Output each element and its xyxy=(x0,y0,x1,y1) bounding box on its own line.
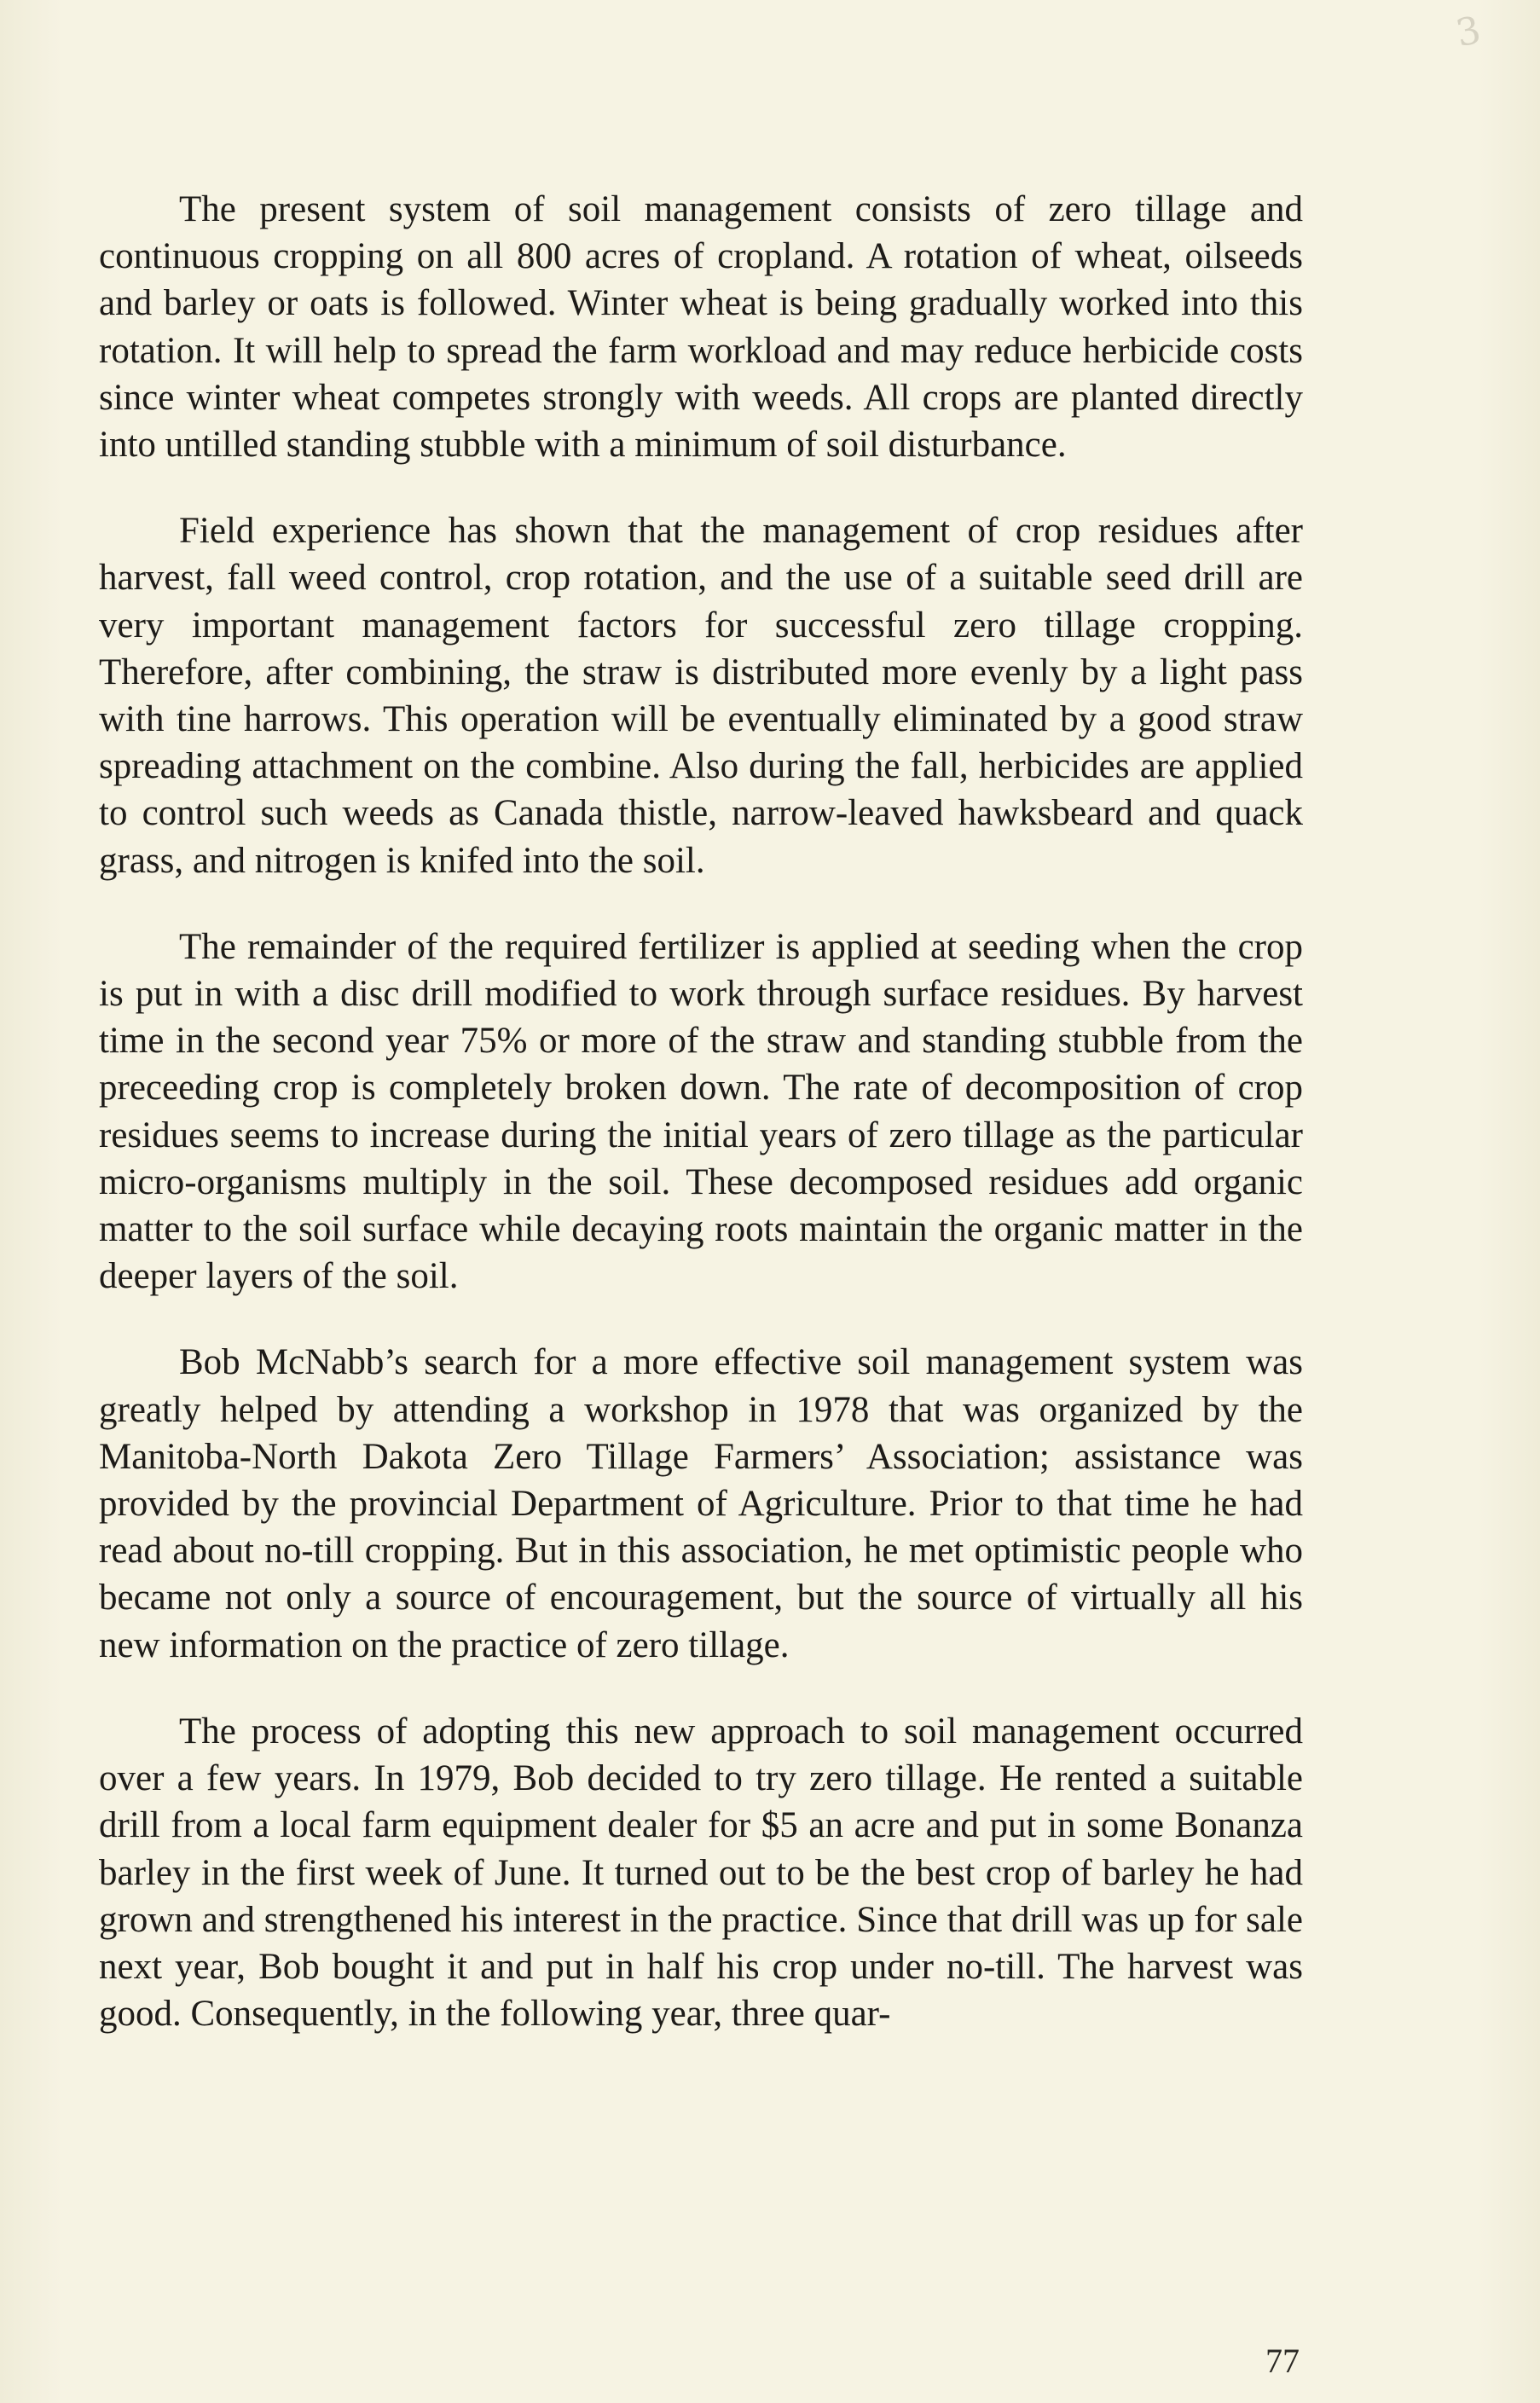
pencil-mark: 3 xyxy=(1452,8,1485,56)
paragraph-adoption-process: The process of adopting this new approach to soil management occurred over a few years. In 1979, Bob decided to try zero tillage. He rented a suitable drill from a local farm equipment dealer for $5 an acre and put in some Bonanza barley in the first week of June. It turned out to be the best crop of barley he had grown and strengthened his interest in the practice. Since that drill was up for sale next year, Bob bought it and put in half his crop under no-till. The harvest was good. Consequently, in the following year, three quar- xyxy=(99,1711,1303,2035)
body-text xyxy=(99,186,1303,2076)
paragraph-fertilizer-seeding: The remainder of the required fertilizer is applied at seeding when the crop is put in with a disc drill modified to work through surface residues. By harvest time in the second year 75% or more of the straw and standing stubble from the preceeding crop is completely broken down. The rate of decomposition of crop residues seems to increase during the initial years of zero tillage as the particular micro-organisms multiply in the soil. These decomposed residues add organic matter to the soil surface while decaying roots maintain the organic matter in the deeper layers of the soil. xyxy=(99,926,1303,1297)
page-number: 77 xyxy=(1265,2342,1300,2380)
paragraph-soil-management-system: The present system of soil management consists of zero tillage and continuous cropping on all 800 acres of cropland. A rotation of wheat, oilseeds and barley or oats is followed. Winter wheat is being gradually worked into this rotation. It will help to spread the farm workload and may reduce herbicide costs since winter wheat competes strongly with weeds. All crops are planted directly into untilled standing stubble with a minimum of soil disturbance. xyxy=(99,189,1303,466)
paragraph-field-experience: Field experience has shown that the management of crop residues after harvest, fall weed control, crop rotation, and the use of a suitable seed drill are very important management factors for successful zero tillage cropping. Therefore, after combining, the straw is distributed more evenly by a light pass with tine harrows. This operation will be eventually eliminated by a good straw spreading attachment on the combine. Also during the fall, herbicides are applied to control such weeds as Canada thistle, narrow-leaved hawksbeard and quack grass, and nitrogen is knifed into the soil. xyxy=(99,511,1303,881)
paragraph-workshop: Bob McNabb’s search for a more effective soil management system was greatly helped by attending a workshop in 1978 that was organized by the Manitoba-North Dakota Zero Tillage Farmers’ Association; assistance was provided by the provincial Department of Agriculture. Prior to that time he had read about no-till cropping. But in this association, he met optimistic people who became not only a source of encouragement, but the source of virtually all his new information on the practice of zero tillage. xyxy=(99,1342,1303,1665)
